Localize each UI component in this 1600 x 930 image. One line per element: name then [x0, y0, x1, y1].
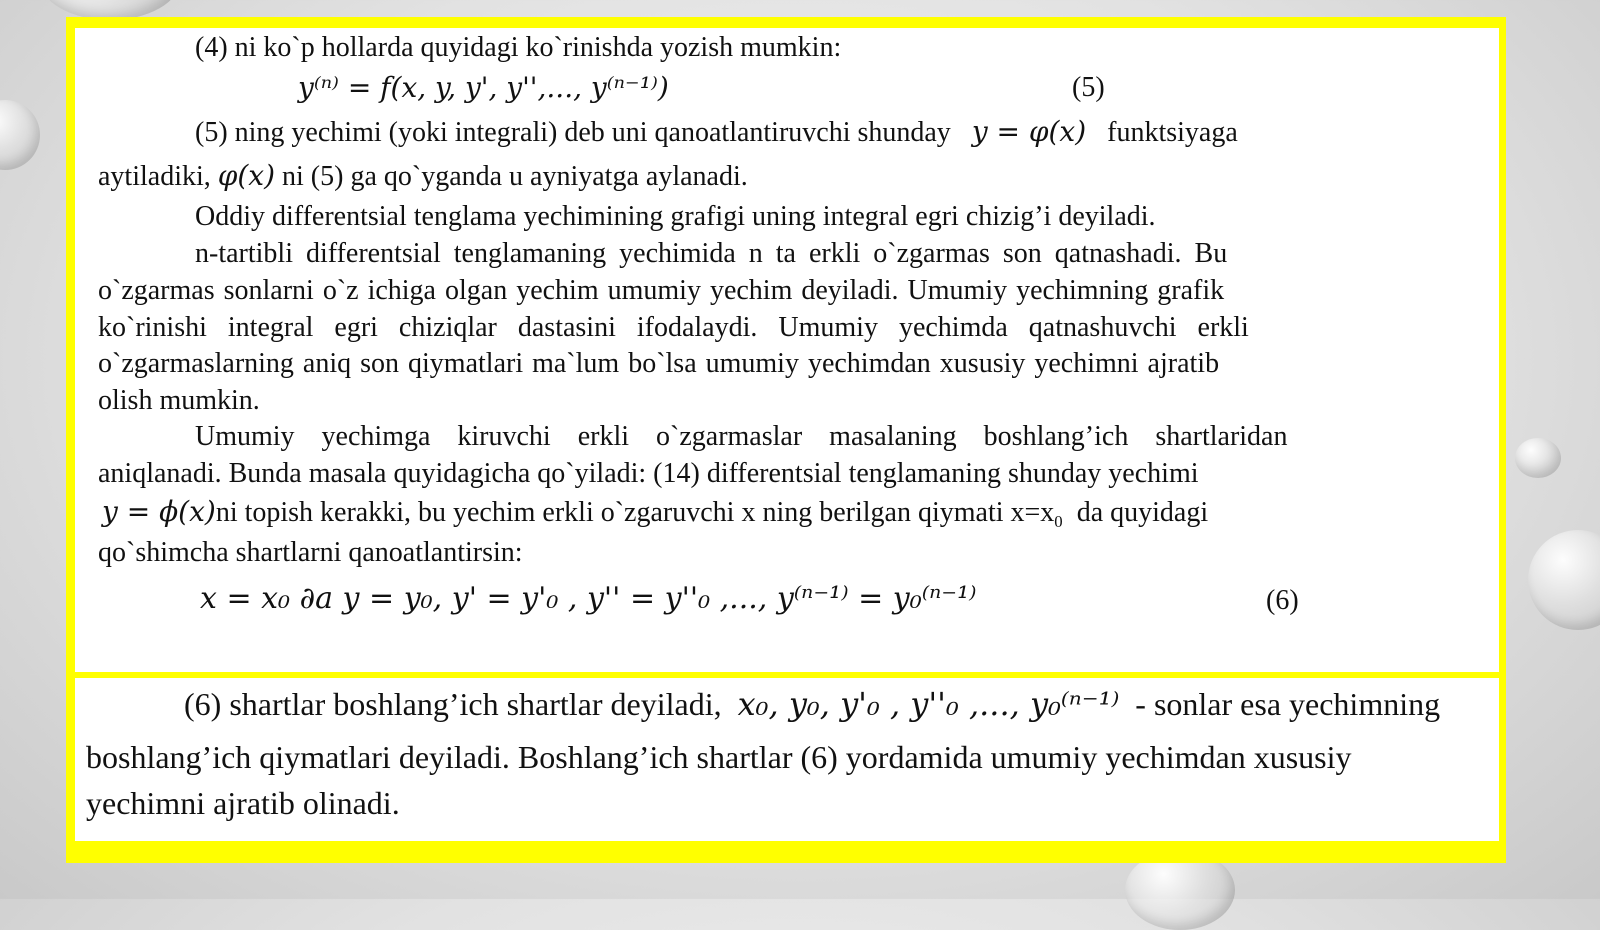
lower-line: boshlang’ich qiymatlari deyiladi. Boshlang’ich shartlar (6) yordamida umumiy yechimdan xususiy — [86, 739, 1352, 775]
equation-5: y⁽ⁿ⁾ = f(x, y, y', y'',..., y⁽ⁿ⁻¹⁾) — [298, 71, 669, 104]
paragraph-line: y = ϕ(x)ni topish kerakki, bu yechim erkli o`zgaruvchi x ning berilgan qiymati $x=x_0$ da quyidagi — [102, 495, 1209, 531]
paragraph-line: n-tartibli differentsial tenglamaning yechimida n ta erkli o`zgarmas son qatnashadi. Bu — [195, 238, 1228, 269]
graph-definition: Oddiy differentsial tenglama yechimining grafigi uning integral egri chizig’i deyiladi. — [195, 201, 1156, 232]
decor-bubble — [1515, 438, 1561, 478]
decor-bubble — [1528, 530, 1600, 630]
paragraph-line: qo`shimcha shartlarni qanoatlantirsin: — [98, 537, 523, 568]
lower-line: (6) shartlar boshlang’ich shartlar deyiladi, x₀, y₀, y'₀ , y''₀ ,..., y₀⁽ⁿ⁻¹⁾ - sonlar esa yechimning — [184, 685, 1441, 723]
paragraph-line: olish mumkin. — [98, 385, 260, 416]
definition-line-2: aytiladiki, φ(x) ni (5) ga qo`yganda u ayniyatga aylanadi. — [98, 159, 748, 192]
definition-line: (5) ning yechimi (yoki integrali) deb uni qanoatlantiruvchi shunday y = φ(x) funktsiyaga — [195, 115, 1238, 148]
paragraph-line: aniqlanadi. Bunda masala quyidagicha qo`yiladi: (14) differentsial tenglamaning shunday yechimi — [98, 458, 1199, 489]
lower-line: yechimni ajratib olinadi. — [86, 785, 400, 821]
paragraph-line: o`zgarmas sonlarni o`z ichiga olgan yechim umumiy yechim deyiladi. Umumiy yechimning grafik — [98, 275, 1225, 306]
paragraph-line: ko`rinishi integral egri chiziqlar dastasini ifodalaydi. Umumiy yechimda qatnashuvchi erkli — [98, 312, 1249, 343]
paragraph-line: o`zgarmaslarning aniq son qiymatlari ma`lum bo`lsa umumiy yechimdan xususiy yechimni ajratib — [98, 348, 1220, 379]
equation-5-number: (5) — [1072, 72, 1105, 103]
equation-6-number: (6) — [1266, 585, 1299, 616]
intro-line: (4) ni ko`p hollarda quyidagi ko`rinishda yozish mumkin: — [195, 32, 842, 63]
equation-6: x = x₀ ∂a y = y₀, y' = y'₀ , y'' = y''₀ ,..., y⁽ⁿ⁻¹⁾ = y₀⁽ⁿ⁻¹⁾ — [200, 581, 977, 616]
paragraph-line: Umumiy yechimga kiruvchi erkli o`zgarmaslar masalaning boshlang’ich shartlaridan — [195, 421, 1288, 452]
decor-bubble — [0, 100, 40, 170]
